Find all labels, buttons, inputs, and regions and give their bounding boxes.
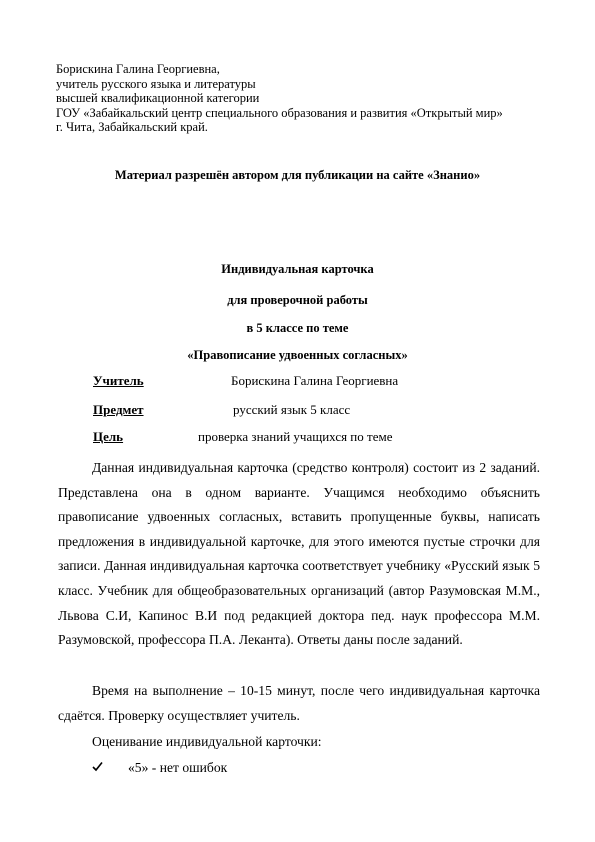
card-title-line-1: Индивидуальная карточка xyxy=(221,262,374,276)
author-block xyxy=(56,62,536,135)
meta-teacher-value: Борискина Галина Георгиевна xyxy=(231,373,399,388)
card-title-line-3: в 5 классе по теме xyxy=(246,321,349,335)
author-name: Борискина Галина Георгиевна, xyxy=(56,62,220,76)
meta-subject-label: Предмет xyxy=(93,402,144,417)
meta-teacher-label: Учитель xyxy=(93,373,144,388)
card-title-line-4: «Правописание удвоенных согласных» xyxy=(187,348,408,362)
time-paragraph: Время на выполнение – 10-15 минут, после чего индивидуальная карточка сдаётся. Проверку осуществляет учитель. xyxy=(58,683,540,723)
meta-goal-value: проверка знаний учащихся по теме xyxy=(198,429,393,444)
author-organization: ГОУ «Забайкальский центр специального образования и развития «Открытый мир» xyxy=(56,105,503,120)
author-city: г. Чита, Забайкальский край. xyxy=(56,120,208,135)
grading-item xyxy=(92,756,227,781)
publication-permission: Материал разрешён автором для публикации на сайте «Знанио» xyxy=(114,168,481,182)
meta-goal-label: Цель xyxy=(93,429,124,444)
grading-heading: Оценивание индивидуальной карточки: xyxy=(92,734,322,749)
description-paragraph: Данная индивидуальная карточка (средство контроля) состоит из 2 заданий. Представлена она в одном варианте. Учащимся необходимо объяснить правописание удвоенных согласных, вставить пропущенные буквы, написать предложения в индивидуальной карточке, для этого имеются пустые строчки для записи. Данная индивидуальная карточка соответствует учебнику «Русский язык 5 класс. Учебник для общеобразовательных организаций (автор Разумовская М.М., Львова С.И, Капинос В.И под редакцией доктора пед. наук профессора М.М. Разумовской, профессора П.А. Леканта). Ответы даны после заданий. xyxy=(58,460,540,648)
meta-subject-value: русский язык 5 класс xyxy=(233,402,351,417)
author-position: учитель русского языка и литературы xyxy=(56,76,256,91)
author-category: высшей квалификационной категории xyxy=(56,91,260,106)
grading-item-text: «5» - нет ошибок xyxy=(128,760,228,775)
card-title-line-2: для проверочной работы xyxy=(227,293,368,307)
check-mark-icon xyxy=(92,756,128,781)
